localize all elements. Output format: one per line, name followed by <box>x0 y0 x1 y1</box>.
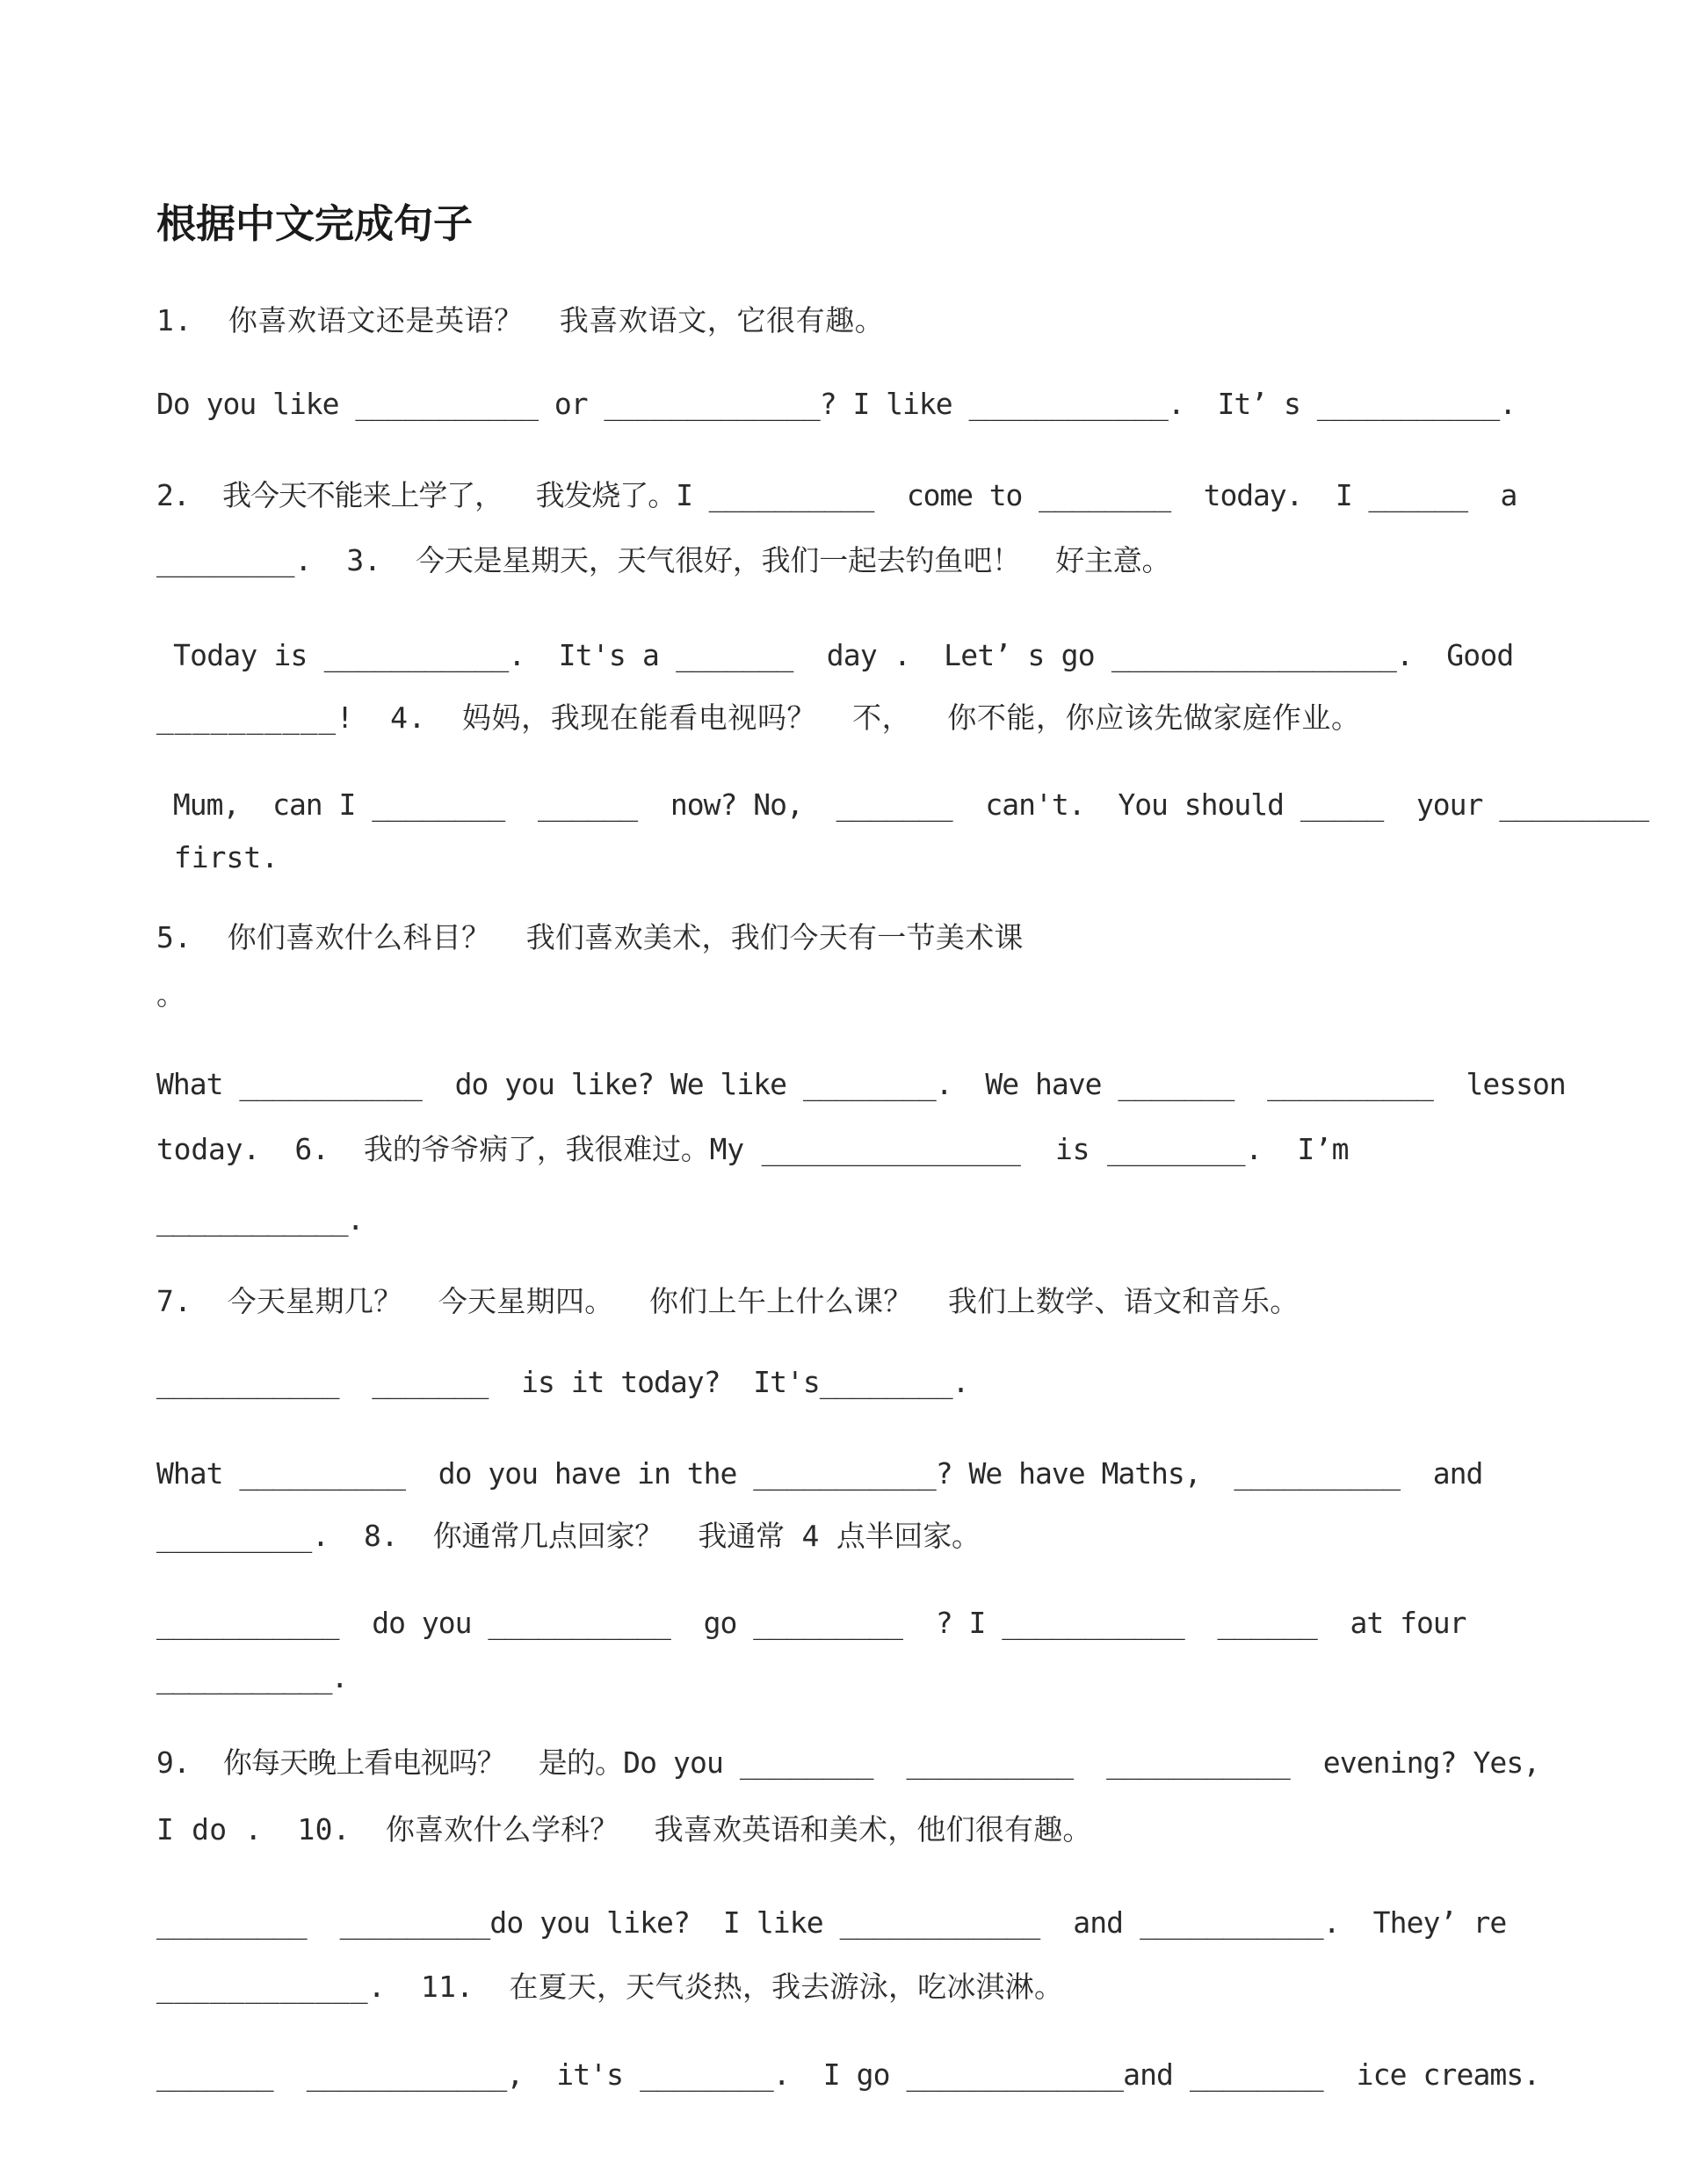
question-8-english: ___________ do you ___________ go _________ ? I ___________ ______ at four <box>156 1606 1466 1640</box>
question-5-chinese-continued: 。 <box>156 977 185 1012</box>
question-8-chinese: _________. 8. 你通常几点回家？ 我通常 4 点半回家。 <box>156 1519 981 1553</box>
question-6-continued: ____________. <box>156 1202 363 1237</box>
question-7-chinese: 7. 今天星期几？ 今天星期四。 你们上午上什么课？ 我们上数学、语文和音乐。 <box>156 1284 1300 1318</box>
question-1-english: Do you like ___________ or _____________? I like ____________. It’ s ___________. <box>156 387 1517 421</box>
question-2: 2. 我今天不能来上学了， 我发烧了。I __________ come to ________ today. I ______ a <box>156 478 1517 512</box>
question-5-english: What ___________ do you like? We like ________. We have _______ __________ lesson <box>156 1067 1566 1101</box>
question-11-chinese: ____________. 11. 在夏天，天气炎热，我去游泳，吃冰淇淋。 <box>156 1970 1064 2004</box>
question-4-english-continued: first. <box>156 840 279 874</box>
question-4-english: Mum, can I ________ ______ now? No, _______ can't. You should _____ your _________ <box>156 787 1649 822</box>
question-4-chinese: __________! 4. 妈妈，我现在能看电视吗？ 不， 你不能，你应该先做家庭作业。 <box>156 700 1361 735</box>
question-9: 9. 你每天晚上看电视吗？ 是的。Do you ________ __________ ___________ evening? Yes, <box>156 1745 1540 1780</box>
question-10-english: _________ _________do you like? I like ____________ and ___________. They’ re <box>156 1905 1507 1940</box>
question-8-english-continued: ___________. <box>156 1660 347 1694</box>
question-10-chinese: I do . 10. 你喜欢什么学科？ 我喜欢英语和美术，他们很有趣。 <box>156 1812 1092 1847</box>
question-1-chinese: 1. 你喜欢语文还是英语？ 我喜欢语文，它很有趣。 <box>156 303 885 337</box>
document-title: 根据中文完成句子 <box>156 200 474 247</box>
question-7-english-2: What __________ do you have in the ___________? We have Maths, __________ and <box>156 1456 1483 1491</box>
question-6: today. 6. 我的爷爷病了，我很难过。My _______________ is ________. I’m <box>156 1132 1350 1166</box>
question-7-english-1: ___________ _______ is it today? It's________. <box>156 1365 969 1399</box>
question-5-chinese: 5. 你们喜欢什么科目？ 我们喜欢美术，我们今天有一节美术课 <box>156 920 1024 954</box>
question-3-english: Today is ___________. It's a _______ day . Let’ s go _________________. Good <box>156 638 1514 672</box>
question-3-chinese: ________. 3. 今天是星期天，天气很好，我们一起去钓鱼吧！ 好主意。 <box>156 543 1171 577</box>
question-11-english: _______ ____________, it's ________. I go _____________and ________ ice creams. <box>156 2057 1540 2092</box>
